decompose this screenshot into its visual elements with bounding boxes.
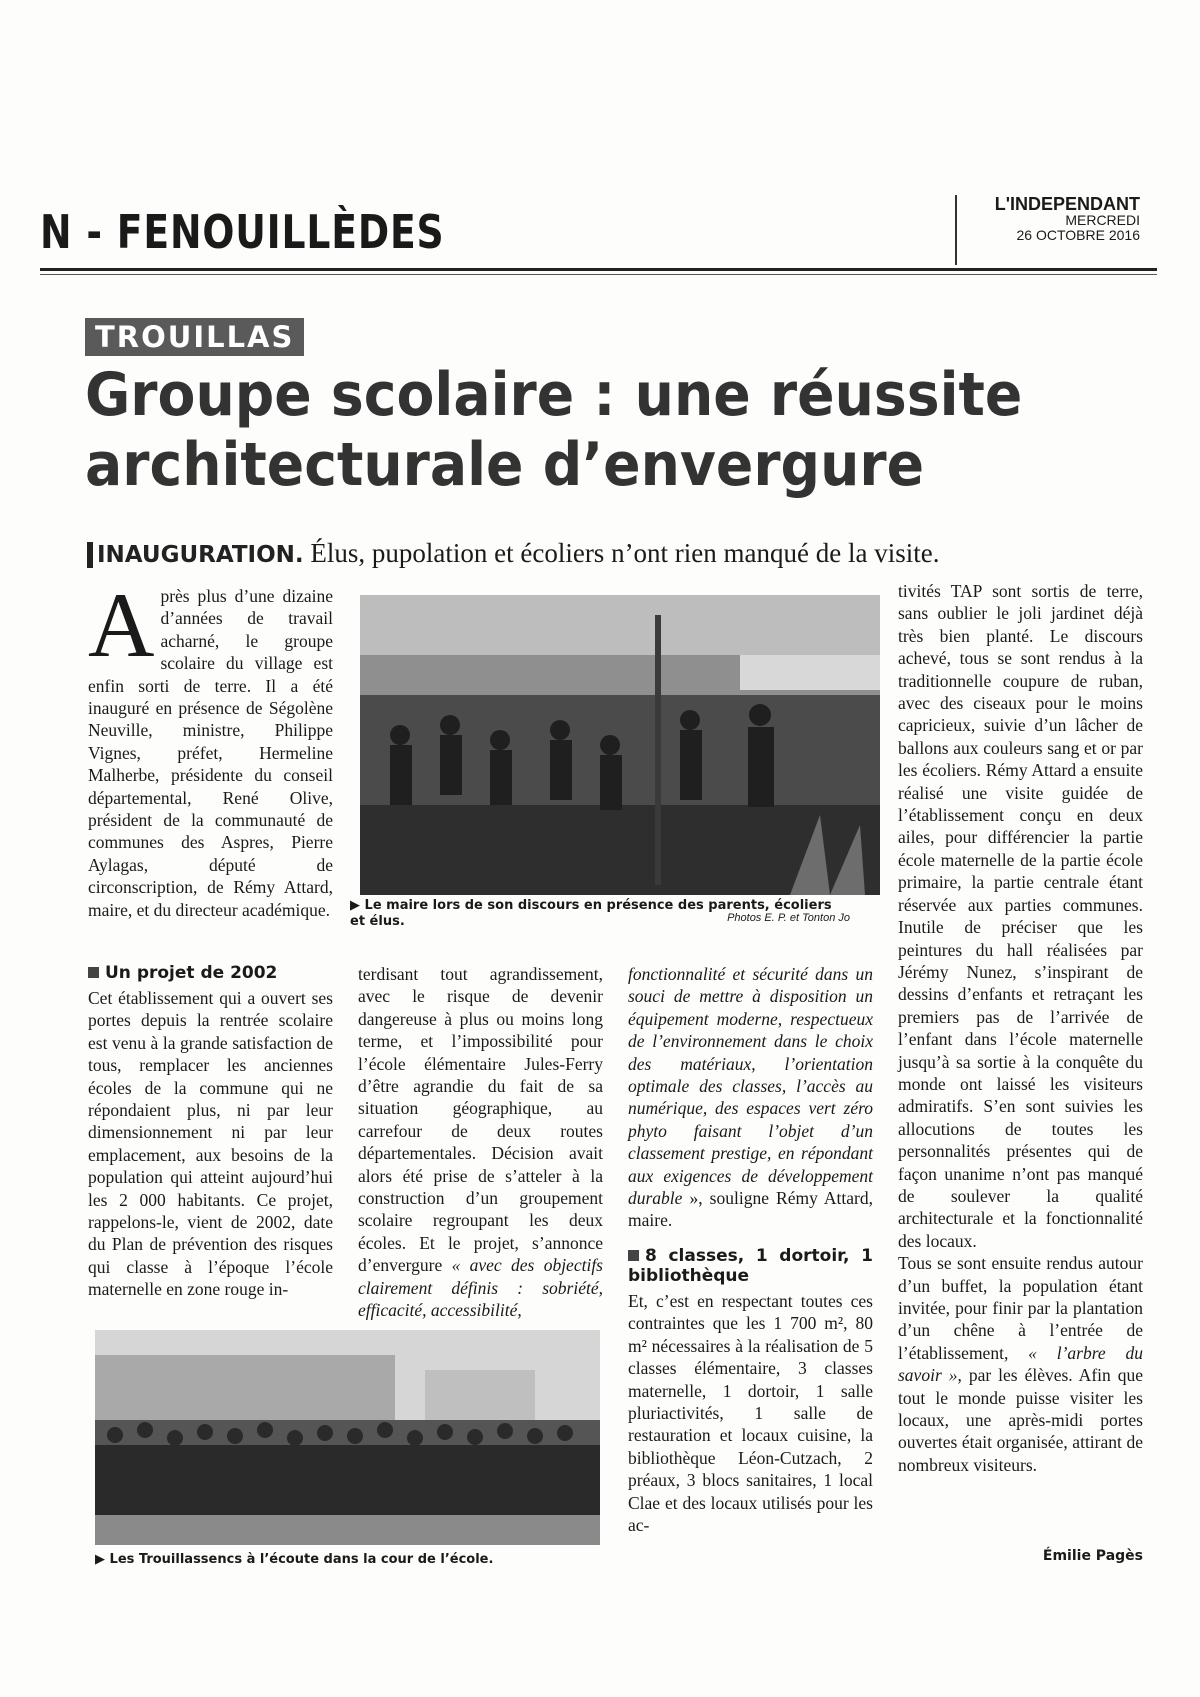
header-rule: [40, 268, 1157, 271]
drop-cap: A: [88, 574, 155, 676]
section-title: N - FENOUILLÈDES: [40, 205, 445, 259]
col-1-text: Cet établissement qui a ouvert ses portes depuis la rentrée scolaire est venu à la grande satisfaction de tous, remplacer les anciennes écoles de la commune qui ne répondaient plus, ni par leur dimensionnement ni par leur emplacement, aux besoins de la population qui atteint aujourd’hui les 2 000 habitants. Ce projet, rappelons-le, vient de 2002, date du Plan de prévention des risques qui classe à l’époque l’école maternelle en zone rouge in-: [88, 988, 333, 1300]
col-2-paragraph: [358, 963, 603, 1322]
bullet-square-icon: [88, 967, 99, 978]
subhead-text: Élus, pupolation et écoliers n’ont rien manqué de la visite.: [303, 538, 940, 568]
photo-crowd-courtyard: [95, 1330, 600, 1545]
article-col-1: [88, 963, 333, 1301]
intertitle-1-text: Un projet de 2002: [105, 963, 278, 983]
photo-credit: Photos E. P. et Tonton Jo: [727, 912, 850, 924]
col-4-text-b: Tous se sont ensuite rendus autour d’un buffet, la population étant invitée, pour finir par la plantation d’un chêne à l’entrée de l’établissement,: [898, 1253, 1143, 1363]
header-rule-thin: [40, 274, 1157, 275]
col-2-text-a: terdisant tout agrandissement, avec le risque de devenir dangereuse à plus ou moins long terme, et l’impossibilité pour l’école élémentaire Jules-Ferry d’être agrandie du fait de sa situation géographique, au carrefour de deux routes départementales. Décision avait alors été prise de s’atteler à la construction d’un groupement scolaire regroupant les deux écoles. Et le projet, s’annonce d’envergure: [358, 964, 603, 1276]
photo-bottom-caption: ▶ Les Trouillassencs à l’écoute dans la cour de l’école.: [95, 1552, 494, 1567]
col-3-quote: fonctionnalité et sécurité dans un souci de mettre à disposition un équipement moderne, respectueux de l’environnement dans le choix des matériaux, l’orientation optimale des classes, l’accès au numérique, des espaces vert zéro phyto faisant l’objet d’un classement prestige, en répondant aux exigences de développement durable: [628, 964, 873, 1209]
article-col-4: [898, 580, 1143, 1476]
article-col-3: [628, 963, 873, 1536]
col-4-text-c: , par les élèves. Afin que tout le monde puisse visiter les locaux, une après-midi portes ouvertes était organisée, attirant de nombreux visiteurs.: [898, 1365, 1144, 1475]
article-intro: [88, 574, 333, 921]
newspaper-name: L'INDEPENDANT: [994, 194, 1140, 214]
col-4-paragraph-b: [898, 1252, 1143, 1476]
issue-date: 26 OCTOBRE 2016: [1016, 227, 1140, 243]
intertitle-2: [628, 1246, 873, 1286]
intertitle-1: [88, 963, 333, 983]
article-headline: Groupe scolaire : une réussite architecturale d’envergure: [85, 360, 1023, 500]
col-4-quote: « l’arbre du savoir »: [898, 1342, 1143, 1386]
col-3-text-b: », souligne Rémy Attard, maire.: [628, 1188, 873, 1231]
header-divider: [955, 195, 957, 265]
article-subhead: [87, 538, 939, 569]
col-4-text-a: tivités TAP sont sortis de terre, sans oublier le joli jardinet déjà très bien planté. Le discours achevé, tous se sont rendus à la traditionnelle coupure de ruban, avec des ciseaux pour le moins capricieux, suivie d’un lâcher de ballons aux couleurs sang et or par les écoliers. Rémy Attard a ensuite réalisé une visite guidée de l’établissement conçu en deux ailes, pour différencier la partie école maternelle de la partie école primaire, la partie centrale étant réservée aux parties communes. Inutile de préciser que les peintures du hall réalisées par Jérémy Nunez, s’inspirant de dessins d’enfants et retraçant les premiers pas de l’arrivée de l’enfant dans l’école maternelle jusqu’à sa sortie à la conquête du monde ont laissé les visiteurs admiratifs. S’en sont suivies les allocutions de toutes les personnalités présentes qui de façon unanime n’ont pas manqué de soulever la qualité architecturale et la fonctionnalité des locaux.: [898, 581, 1143, 1251]
col-2-quote: « avec des objectifs clairement définis : sobriété, efficacité, accessibilité,: [358, 1255, 603, 1321]
photo-bottom-caption-text: Les Trouillassencs à l’écoute dans la cour de l’école.: [109, 1552, 494, 1567]
newspaper-masthead: [990, 195, 1140, 243]
issue-weekday: MERCREDI: [1065, 212, 1140, 228]
intertitle-2-text: 8 classes, 1 dortoir, 1 bibliothèque: [628, 1245, 873, 1286]
article-author: Émilie Pagès: [1042, 1548, 1143, 1564]
col-3-paragraph: [628, 963, 873, 1232]
article-kicker: TROUILLAS: [85, 318, 304, 356]
subhead-lead: INAUGURATION.: [87, 542, 304, 568]
intro-text: près plus d’une dizaine d’années de travail acharné, le groupe scolaire du village est enfin sorti de terre. Il a été inauguré en présence de Ségolène Neuville, ministre, Philippe Vignes, préfet, Hermeline Malherbe, présidente du conseil départemental, René Olive, président de la communauté de communes des Aspres, Pierre Aylagas, député de circonscription, de Rémy Attard, maire, et du directeur académique.: [88, 586, 333, 920]
col-3-text-c: Et, c’est en respectant toutes ces contraintes que les 1 700 m², 80 m² nécessaires à la réalisation de 5 classes élémentaire, 3 classes maternelle, 1 dortoir, 1 salle pluriactivités, 1 salle de restauration et locaux cuisine, la bibliothèque Léon-Cutzach, 2 préaux, 3 blocs sanitaires, 1 local Clae et des locaux utilisés pour les ac-: [628, 1290, 873, 1535]
article-col-2: [358, 963, 603, 1322]
photo-top-caption: ▶ Le maire lors de son discours en présence des parents, écoliers et élus.: [350, 898, 832, 929]
photo-top-caption-text: Le maire lors de son discours en présence des parents, écoliers et élus.: [350, 898, 832, 929]
bullet-square-icon: [628, 1250, 639, 1261]
photo-mayor-speech: [360, 595, 880, 895]
